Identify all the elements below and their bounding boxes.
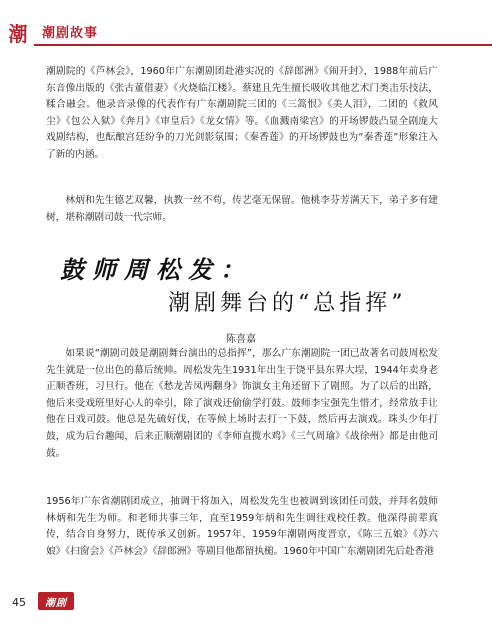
paragraph-top-1: 潮剧院的《芦林会》，1960年广东潮剧团赴港实况的《辞郎洲》《闹开封》，1988年前后广东音像出版的《张古董借妻》《火烧临江楼》。蔡建且先生擅长吸收其他艺术门类击乐技法，糅合融会。他录音录像的代表作有广东潮剧院三团的《三篙恨》《美人泪》，二团的《救风尘》《包公入狱》《奔月》《审皇后》《龙女情》等。《血溅南梁宫》的开场锣鼓凸显全剧庞大戏剧结构，也酝酿宫廷纷争的刀光剑影氛围；《秦香莲》的开场锣鼓也为“秦香莲”形象注入了新的内涵。 [46, 66, 438, 160]
page-number: 45 [12, 596, 26, 609]
section-title: 潮剧故事 [42, 26, 99, 41]
chaoju-seal-logo [6, 14, 30, 50]
paragraph-top-2: 林炳和先生德艺双馨，执教一丝不苟，传艺毫无保留。他桃李芬芳满天下，弟子多有建树，堪称潮剧司鼓一代宗师。 [46, 195, 438, 223]
page-footer [0, 588, 492, 644]
article-headline-line2: 潮剧舞台的“总指挥” [168, 291, 407, 316]
paragraph-bottom-2: 1956年广东省潮剧团成立，抽调干将加入，周松发先生也被调到该团任司鼓，并拜名鼓师林炳和先生为师。和老师共事三年，直至1959年炳和先生调往戏校任教。他深得前辈真传，结合自身努力，既传承又创新。1957年、1959年潮剧两度晋京，《陈三五娘》《苏六娘》《扫窗会》《芦林会》《辞郎洲》等剧目他都留执槌。1960年中国广东潮剧团先后赴香港 [46, 496, 438, 557]
logo-char: 潮 [8, 21, 28, 46]
header-divider [34, 44, 492, 46]
page-header [0, 0, 492, 56]
article-headline-line1: 鼓师周松发： [60, 255, 252, 284]
magazine-mark: 潮剧 [38, 592, 74, 610]
paragraph-bottom-1: 如果说“潮剧司鼓是潮剧舞台演出的总指挥”，那么广东潮剧院一团已故著名司鼓周松发先生就是一位出色的幕后统帅。周松发先生1931年出生于饶平县东界大埕，1944年卖身老正顺香班，习旦行。他在《愁龙苦凤两翻身》饰演女主角还留下了剧照。为了以后的出路，他后来受戏班里好心人的牵引，除了演戏还偷偷学打鼓。鼓师李宝强先生惜才，经常放手让他在日戏司鼓。他总是先硫好伐，在等候上场时去打一下鼓，然后再去演戏。珠头少年打鼓，成为后台趣闻，后来正顺潮剧团的《李师直揽水鸡》《三气周瑜》《战徐州》都是由他司鼓。 [46, 348, 438, 459]
article-author: 陈喜嘉 [226, 334, 256, 345]
